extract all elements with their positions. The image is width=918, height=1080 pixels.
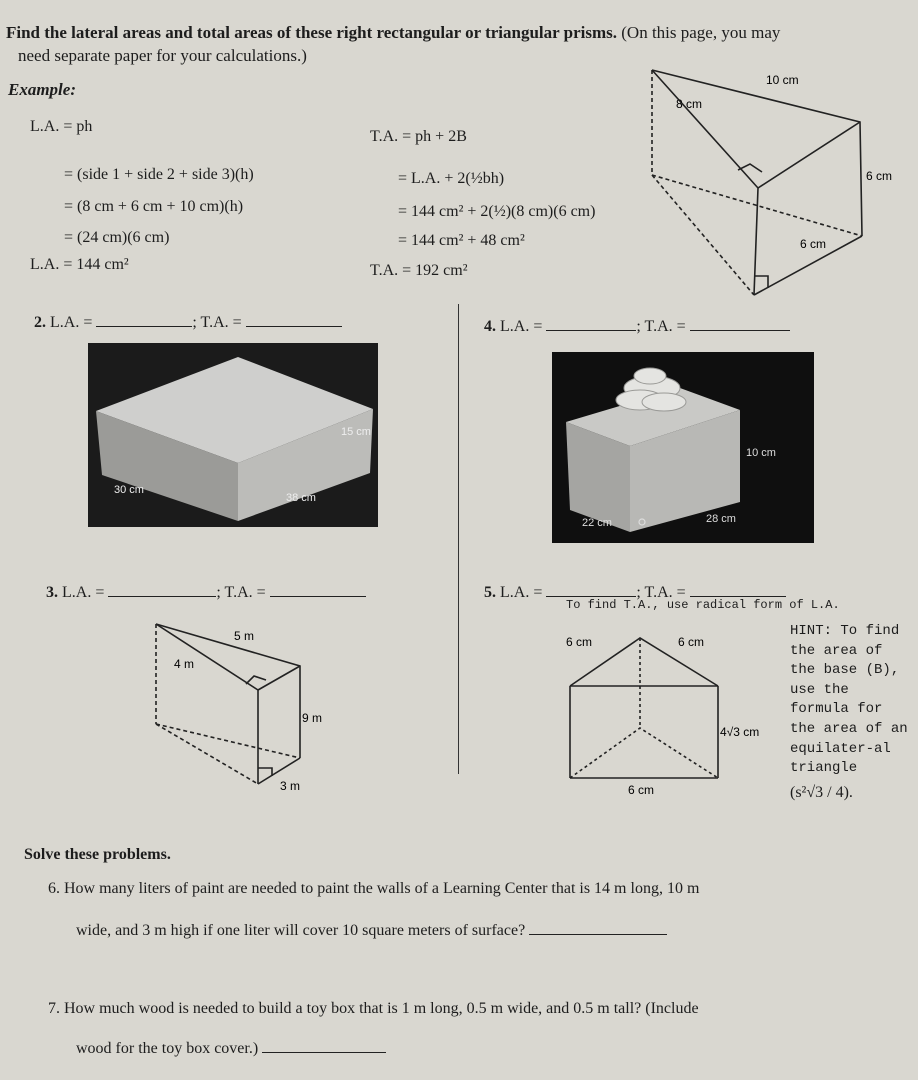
problem-2-ta-blank[interactable] [246,312,342,327]
example-label-height: 6 cm [866,169,893,183]
example-ta-line-1: T.A. = ph + 2B [370,128,467,145]
problem-2-box-photo [88,343,378,527]
example-label-bottom: 6 cm [800,237,827,251]
question-6-answer-blank[interactable] [529,920,667,935]
problem-5-ta-blank[interactable] [690,582,786,597]
problem-2-prompt [34,312,342,332]
example-ta-line-2: = L.A. + 2(½bh) [398,170,505,187]
problem-3-prompt [46,582,366,602]
instructions-subtitle: need separate paper for your calculations.) [18,46,307,65]
question-6-line-1: 6. How many liters of paint are needed to paint the walls of a Learning Center that is 14 m long, 10 m [48,880,700,897]
problem-4-label-length: 28 cm [706,513,736,525]
example-ta-line-5: T.A. = 192 cm² [370,262,468,279]
example-label-left: 8 cm [676,97,703,111]
problem-4-ta-label: ; T.A. = [636,318,686,335]
question-6-text: wide, and 3 m high if one liter will cover 10 square meters of surface? [76,922,526,939]
problem-3-la-label: L.A. = [62,584,105,601]
question-7-text: wood for the toy box cover.) [76,1040,259,1057]
problem-5-ta-label: ; T.A. = [636,584,686,601]
problem-2-la-blank[interactable] [96,312,192,327]
example-la-line-1: L.A. = ph [30,118,93,135]
example-label: Example: [8,80,76,99]
problem-5-label-right: 6 cm [678,635,705,649]
problem-5-number: 5. [484,584,496,601]
instructions-rest: (On this page, you may [621,23,781,42]
example-ta-line-4: = 144 cm² + 48 cm² [398,232,525,249]
problem-4-gift-box-photo [552,352,814,543]
example-triangular-prism-figure [640,60,910,260]
problem-5-note: To find T.A., use radical form of L.A. [566,598,840,612]
example-label-top: 10 cm [766,73,799,87]
problem-5-la-label: L.A. = [500,584,543,601]
problem-2-number: 2. [34,314,46,331]
example-la-line-3: = (8 cm + 6 cm + 10 cm)(h) [64,198,244,215]
problem-3-la-blank[interactable] [108,582,216,597]
problem-3-ta-label: ; T.A. = [216,584,266,601]
problem-2-label-length: 38 cm [286,492,316,504]
problem-3-ta-blank[interactable] [270,582,366,597]
problem-5-label-bottom: 6 cm [628,783,655,797]
problem-5-label-height: 4√3 cm [720,725,760,739]
problem-4-la-label: L.A. = [500,318,543,335]
problem-4-prompt [484,316,790,336]
problem-2-label-height: 15 cm [341,426,371,438]
example-la-line-2: = (side 1 + side 2 + side 3)(h) [64,166,254,183]
problem-4-number: 4. [484,318,496,335]
problem-3-triangular-prism-figure [150,618,323,800]
question-6-line-2 [76,920,667,940]
question-7-line-2 [76,1038,386,1058]
question-7-answer-blank[interactable] [262,1038,386,1053]
problem-5-hint-formula: (s²√3 / 4). [790,784,853,801]
example-ta-line-3: = 144 cm² + 2(½)(8 cm)(6 cm) [398,203,596,220]
problem-4-label-width: 22 cm [582,517,612,529]
instructions-bold: Find the lateral areas and total areas of these right rectangular or triangular prisms. [6,23,618,42]
instructions-title [6,22,912,43]
problem-5-triangular-prism-figure [560,628,788,798]
problem-2-ta-label: ; T.A. = [192,314,242,331]
problem-3-label-left: 4 m [174,657,195,671]
problem-3-number: 3. [46,584,58,601]
problem-3-label-bottom: 3 m [280,779,301,793]
problem-5-la-blank[interactable] [546,582,636,597]
example-la-line-5: L.A. = 144 cm² [30,256,129,273]
problem-5-label-left: 6 cm [566,635,593,649]
question-7-line-1: 7. How much wood is needed to build a toy box that is 1 m long, 0.5 m wide, and 0.5 m tall? (Include [48,1000,699,1017]
problem-3-label-height: 9 m [302,711,323,725]
example-la-line-4: = (24 cm)(6 cm) [64,229,170,246]
solve-heading: Solve these problems. [24,846,171,863]
problem-3-label-top: 5 m [234,629,255,643]
problem-4-ta-blank[interactable] [690,316,790,331]
problem-4-label-height: 10 cm [746,447,776,459]
problem-2-label-width: 30 cm [114,484,144,496]
problem-4-la-blank[interactable] [546,316,636,331]
column-divider [458,304,459,774]
problem-5-hint: HINT: To find the area of the base (B), use the formula for the area of an equilater-al triangle [790,623,908,777]
problem-2-la-label: L.A. = [50,314,93,331]
